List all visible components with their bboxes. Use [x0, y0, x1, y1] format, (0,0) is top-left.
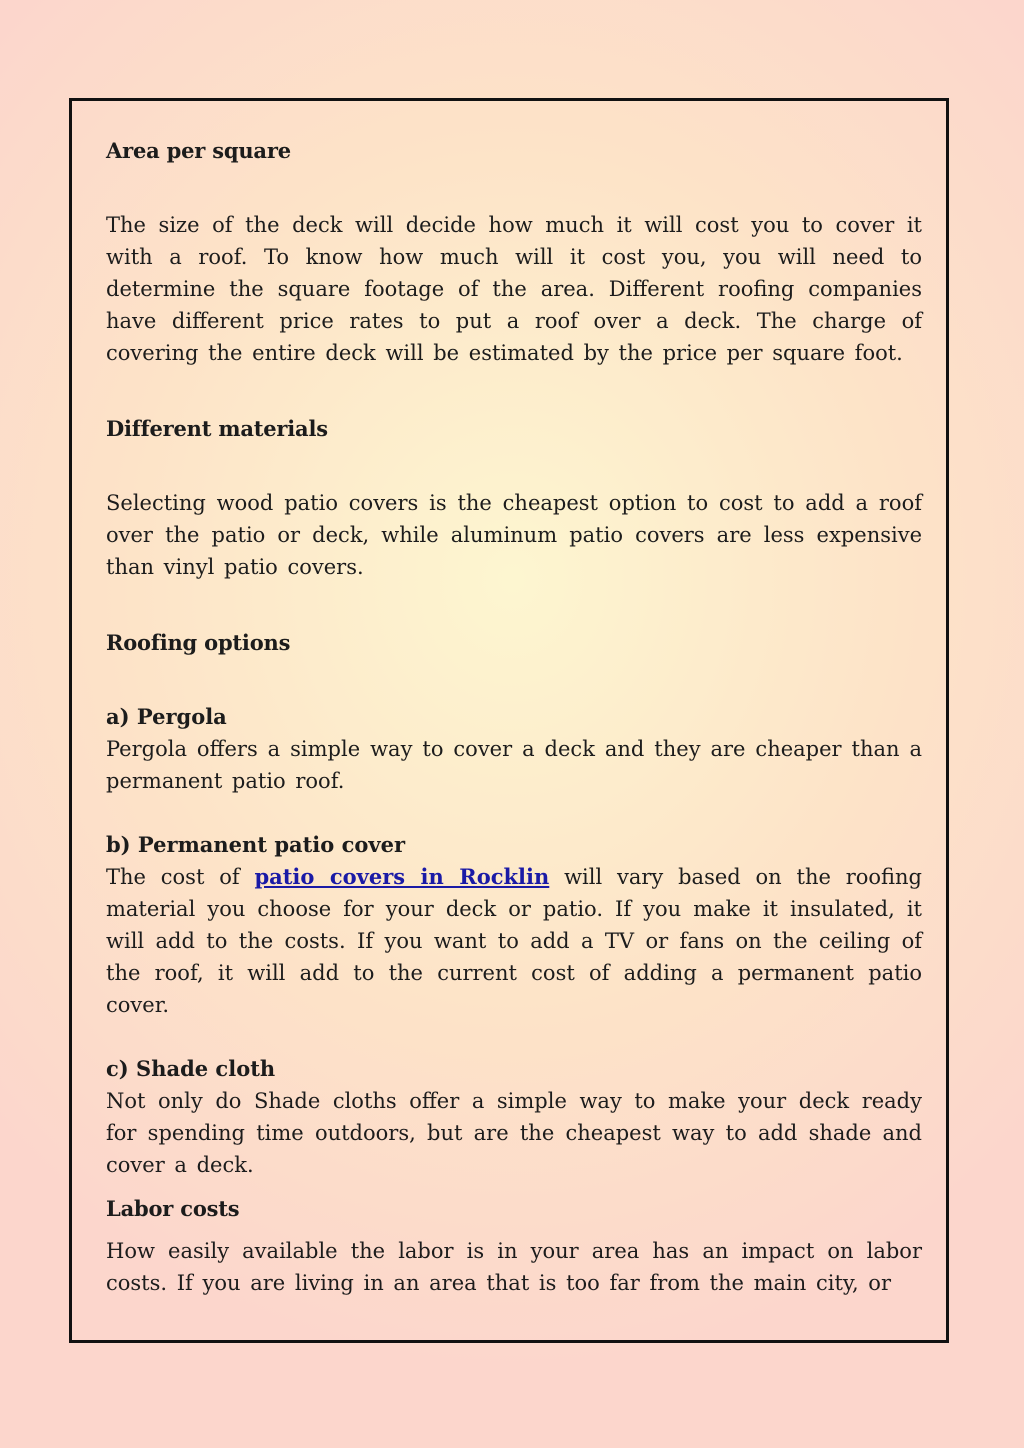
subheading-permanent-patio-cover: b) Permanent patio cover — [106, 832, 406, 857]
paragraph-pergola: Pergola offers a simple way to cover a deck and they are cheaper than a permanent patio roof. — [106, 737, 922, 793]
paragraph-area-per-square: The size of the deck will decide how much it will cost you to cover it with a roof. To know how much will it cost you, you will need to determine the square footage of the area. Different roofing companies have different price rates to put a roof over a deck. The charge of covering the entire deck will be estimated by the price per square foot. — [106, 213, 922, 365]
permanent-text-after: will vary based on the roofing material you choose for your deck or patio. If you make it insulated, it will add to the costs. If you want to add a TV or fans on the ceiling of the roof, it will add to the current cost of adding a permanent patio cover. — [106, 865, 923, 1017]
paragraph-different-materials: Selecting wood patio covers is the cheapest option to cost to add a roof over the patio or deck, while aluminum patio covers are less expensive than vinyl patio covers. — [106, 491, 922, 579]
page-frame — [69, 98, 949, 1343]
heading-area-per-square: Area per square — [106, 138, 291, 163]
heading-different-materials: Different materials — [106, 416, 328, 441]
heading-labor-costs: Labor costs — [106, 1196, 240, 1221]
paragraph-permanent-patio-cover — [106, 861, 922, 1021]
paragraph-shade-cloth: Not only do Shade cloths offer a simple way to make your deck ready for spending time outdoors, but are the cheapest way to add shade and cover a deck. — [106, 1089, 922, 1177]
paragraph-labor-costs: How easily available the labor is in your area has an impact on labor costs. If you are living in an area that is too far from the main city, or — [106, 1239, 922, 1295]
permanent-text-before: The cost of — [106, 865, 255, 889]
subheading-shade-cloth: c) Shade cloth — [106, 1056, 276, 1081]
patio-covers-rocklin-link[interactable]: patio covers in Rocklin — [254, 864, 550, 889]
subheading-pergola: a) Pergola — [106, 704, 227, 729]
heading-roofing-options: Roofing options — [106, 630, 291, 655]
document-content — [106, 135, 922, 1299]
